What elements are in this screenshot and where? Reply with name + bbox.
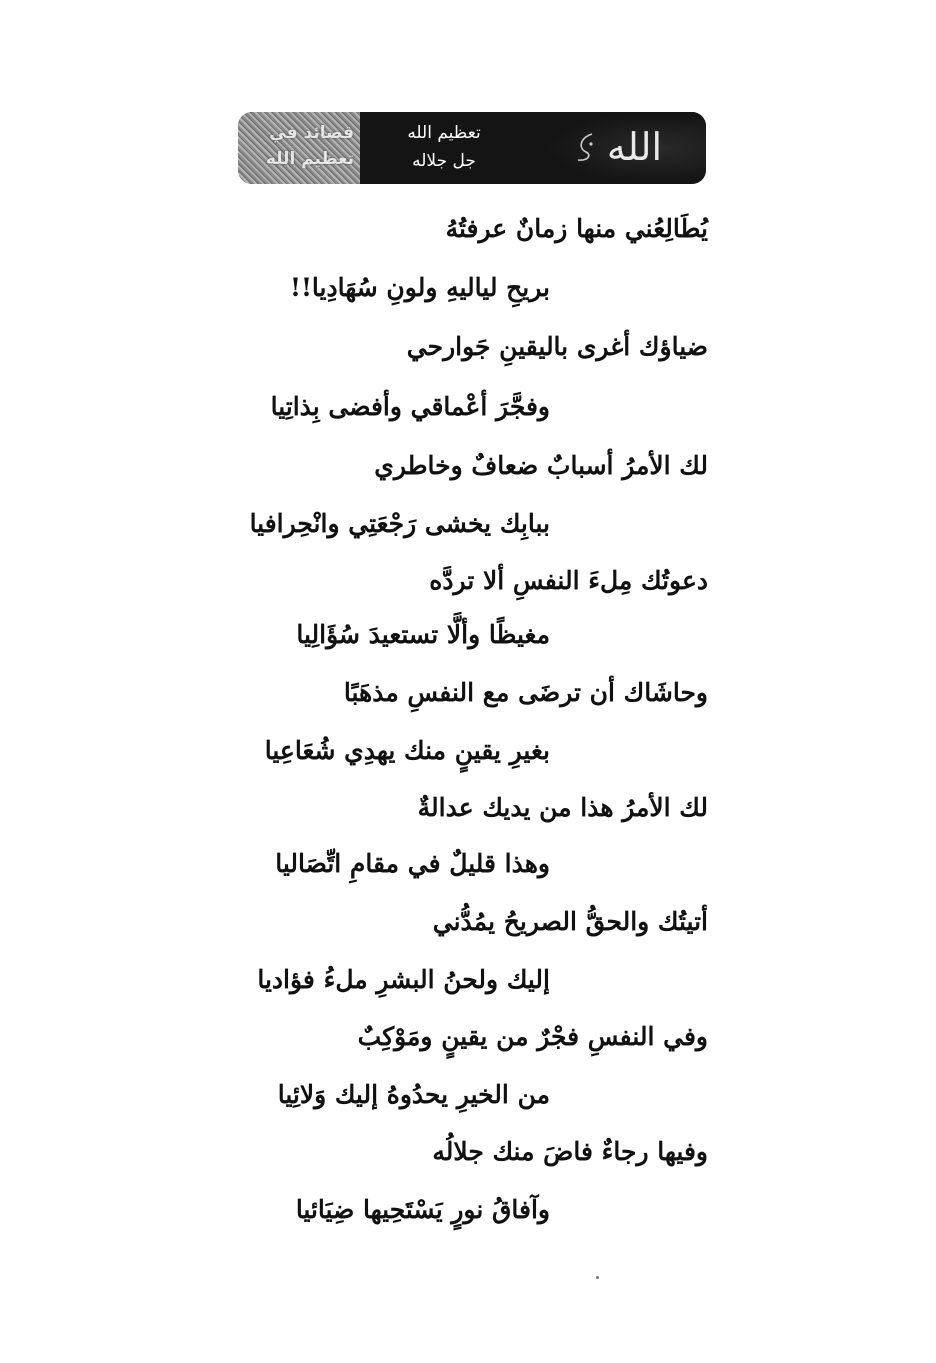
verse-5: لك الأمرُ أسبابٌ ضعافٌ وخاطري (374, 451, 708, 480)
verse-8: مغيظًا وألَّا تستعيدَ سُؤَالِيا (296, 620, 550, 649)
banner-side-line2: تعظيم الله (265, 149, 354, 169)
verse-17: وفيها رجاءٌ فاضَ منك جلالُه (432, 1137, 708, 1166)
verse-14: إليك ولحنُ البشرِ ملءُ فؤاديا (257, 965, 550, 994)
scan-speck (596, 1276, 599, 1279)
verse-15: وفي النفسِ فجْرٌ من يقينٍ ومَوْكِبٌ (357, 1022, 708, 1051)
verse-18: وآفاقُ نورٍ يَسْتَحِيها ضِيَائيا (295, 1195, 550, 1224)
verse-10: بغيرِ يقينٍ منك يهدِي شُعَاعِيا (264, 736, 550, 765)
verse-9: وحاشَاك أن ترضَى مع النفسِ مذهَبًا (343, 678, 708, 707)
banner-title-line2: جل جلاله (412, 151, 476, 171)
verse-3: ضياؤك أغرى باليقينِ جَوارحي (406, 332, 708, 361)
verse-4: وفجَّرَ أعْماقي وأفضى بِذاتِيا (270, 392, 550, 421)
verse-2: بريحِ لياليهِ ولونِ سُهَادِيا!! (289, 273, 550, 302)
verse-11: لك الأمرُ هذا من يديك عدالةٌ (417, 793, 708, 822)
banner-logo: الله (606, 125, 662, 169)
verse-16: من الخيرِ يحدُوهُ إليك وَلائِيا (277, 1080, 550, 1109)
verse-6: ببابِك يخشى رَجْعَتِي وانْحِرافيا (249, 509, 550, 538)
banner-title-line1: تعظيم الله (407, 123, 481, 143)
verse-13: أتيتُك والحقُّ الصريحُ يمُدُّني (432, 907, 708, 936)
banner-side-line1: قصائد في (269, 123, 354, 143)
verse-7: دعوتُك مِلءَ النفسِ ألا تردَّه (429, 566, 708, 595)
verse-1: يُطَالِعُني منها زمانٌ عرفتُهُ (445, 214, 708, 243)
verse-12: وهذا قليلٌ في مقامِ اتِّصَاليا (275, 849, 550, 878)
